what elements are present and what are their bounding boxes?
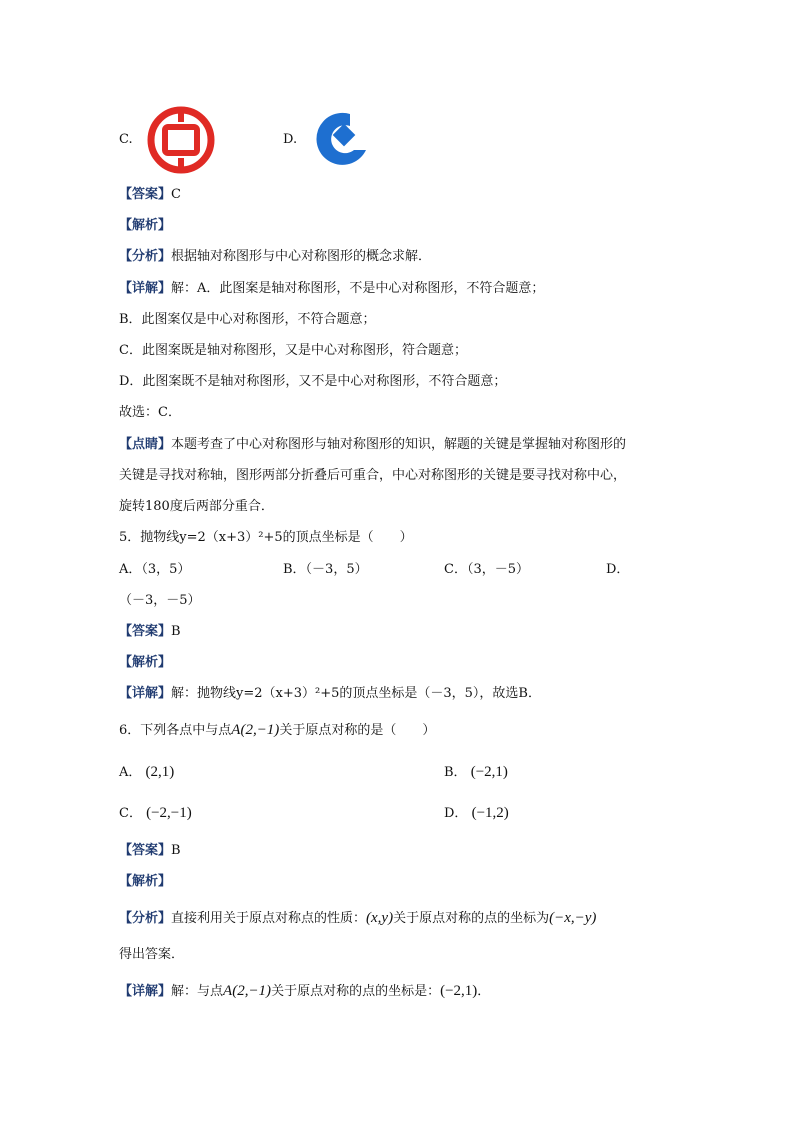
- option-label: B．: [444, 765, 467, 780]
- q5-option-a: A．（3，5）: [119, 562, 191, 577]
- fenxi-tag: 【分析】: [119, 249, 172, 264]
- q6-option-a: [119, 763, 174, 782]
- answer-value: B: [171, 624, 181, 639]
- q6-option-d: [444, 804, 509, 823]
- answer-value: C: [171, 187, 181, 202]
- option-d-label: D.: [283, 132, 298, 147]
- fenxi-text: 根据轴对称图形与中心对称图形的概念求解．: [171, 249, 432, 264]
- analysis-tag: 【解析】: [119, 874, 172, 889]
- answer-value: B: [171, 843, 181, 858]
- q6-stem: [119, 721, 435, 740]
- q6-option-c: [119, 804, 192, 823]
- q6-xiangjie: [119, 982, 490, 1001]
- xiangjie-tag: 【详解】: [119, 984, 172, 999]
- answer-tag: 【答案】: [119, 843, 172, 858]
- xiangjie-mid: 关于原点对称的点的坐标是：: [271, 984, 441, 999]
- q5-answer: [119, 623, 181, 641]
- bank-of-china-logo: [147, 106, 215, 174]
- analysis-tag: 【解析】: [119, 655, 172, 670]
- option-label: C．: [119, 806, 142, 821]
- q5-option-d-label: D．: [606, 562, 630, 577]
- q4-line-c: C．此图案既是轴对称图形，又是中心对称图形，符合题意；: [119, 343, 467, 358]
- option-value: (−2,1): [470, 764, 508, 780]
- stem-post: 关于原点对称的是（ ）: [279, 723, 436, 738]
- q4-dianjing-line-3: 旋转180度后两部分重合．: [119, 499, 274, 514]
- dianjing-tag: 【点睛】: [119, 437, 172, 452]
- q4-answer: [119, 186, 181, 204]
- xiangjie-pre: 解：与点: [171, 984, 224, 999]
- xiangjie-text: 解：抛物线y=2（x+3）²+5的顶点坐标是（－3，5），故选B．: [171, 686, 541, 701]
- q5-stem: 5．抛物线y=2（x+3）²+5的顶点坐标是（ ）: [119, 530, 413, 545]
- q6-answer: [119, 842, 181, 860]
- point-a: A(2,−1): [223, 983, 272, 999]
- dianjing-line-1: 本题考查了中心对称图形与轴对称图形的知识，解题的关键是掌握轴对称图形的: [171, 437, 627, 452]
- q4-line-b: B．此图案仅是中心对称图形，不符合题意；: [119, 312, 376, 327]
- q5-xiangjie: [119, 685, 541, 703]
- fenxi-pre: 直接利用关于原点对称点的性质：: [171, 911, 367, 926]
- point-a: A(2,−1): [231, 722, 280, 738]
- fenxi-mid: 关于原点对称的点的坐标为: [393, 911, 550, 926]
- xy-point: (x,y): [366, 910, 394, 926]
- xiangjie-end: ．: [477, 984, 491, 999]
- xiangjie-tag: 【详解】: [119, 686, 172, 701]
- q4-choose: 故选：C．: [119, 405, 181, 420]
- q5-option-b: B．（－3，5）: [283, 562, 368, 577]
- construction-bank-logo: [310, 110, 370, 168]
- q4-dianjing-line-2: 关键是寻找对称轴，图形两部分折叠后可重合，中心对称图形的关键是要寻找对称中心，: [119, 468, 627, 483]
- option-value: (−2,−1): [146, 805, 192, 821]
- option-value: (−1,2): [471, 805, 509, 821]
- q4-line-d: D．此图案既不是轴对称图形，又不是中心对称图形，不符合题意；: [119, 374, 507, 389]
- q5-option-d-value: （－3，－5）: [119, 593, 201, 608]
- answer-tag: 【答案】: [119, 187, 172, 202]
- q4-fenxi: [119, 248, 431, 266]
- xiangjie-text: 解：A．此图案是轴对称图形，不是中心对称图形，不符合题意；: [171, 281, 545, 296]
- option-c-label: C.: [119, 132, 133, 147]
- fenxi-tag: 【分析】: [119, 911, 172, 926]
- q5-analysis-heading: [119, 654, 171, 672]
- q4-dianjing: [119, 436, 626, 454]
- xiangjie-tag: 【详解】: [119, 281, 172, 296]
- negated-point: (−x,−y): [549, 910, 597, 926]
- option-label: A．: [119, 765, 142, 780]
- q6-fenxi: [119, 909, 596, 928]
- q4-xiangjie: [119, 280, 544, 298]
- result-point: (−2,1): [440, 983, 478, 999]
- q6-option-b: [444, 763, 508, 782]
- answer-tag: 【答案】: [119, 624, 172, 639]
- q6-fenxi-line-2: 得出答案．: [119, 947, 185, 962]
- q4-analysis-heading: [119, 217, 171, 235]
- stem-pre: 6．下列各点中与点: [119, 723, 232, 738]
- analysis-tag: 【解析】: [119, 218, 172, 233]
- q6-analysis-heading: [119, 873, 171, 891]
- option-label: D．: [444, 806, 468, 821]
- q5-option-c: C．（3，－5）: [444, 562, 529, 577]
- option-value: (2,1): [145, 764, 175, 780]
